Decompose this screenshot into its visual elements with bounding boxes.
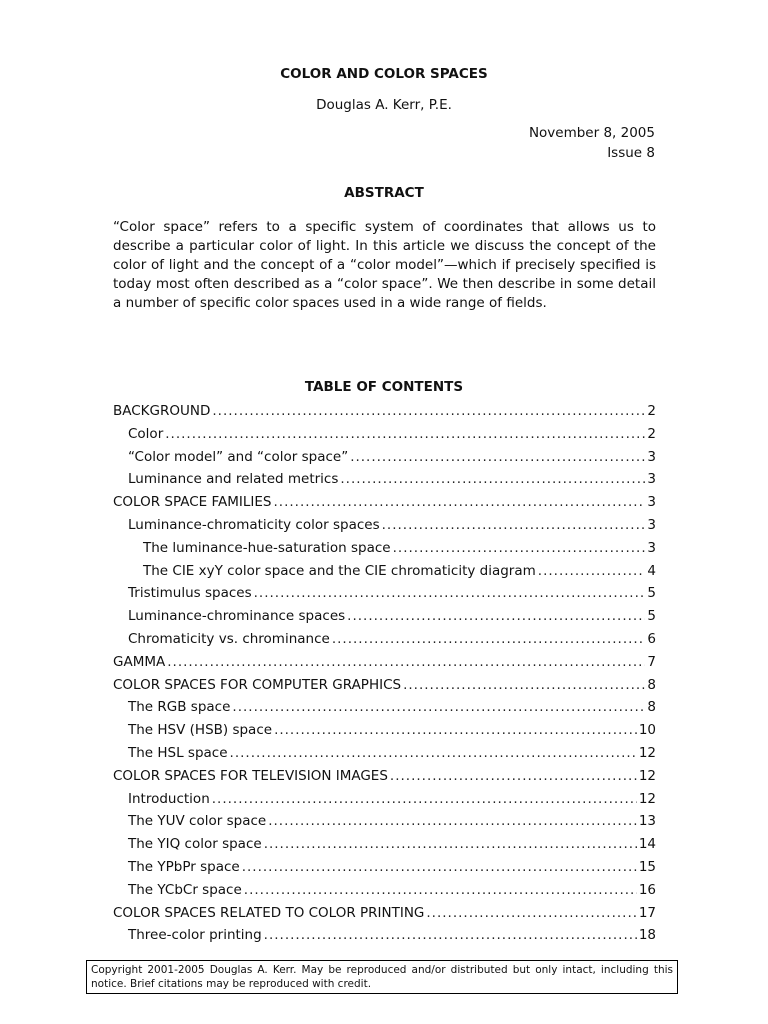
toc-entry-title: Luminance-chrominance spaces	[128, 608, 346, 625]
toc-entry-title: COLOR SPACES RELATED TO COLOR PRINTING	[113, 904, 425, 921]
toc-entry-page-number: 18	[638, 927, 656, 944]
toc-entry-page-number: 6	[647, 630, 656, 647]
toc-dot-leader	[167, 651, 645, 674]
toc-entry[interactable]	[113, 651, 656, 674]
document-title: COLOR AND COLOR SPACES	[280, 66, 488, 82]
toc-entry-title: COLOR SPACES FOR TELEVISION IMAGES	[113, 767, 388, 784]
toc-entry-page-number: 12	[638, 790, 656, 807]
toc-entry[interactable]	[113, 491, 656, 514]
document-issue: Issue 8	[607, 145, 655, 161]
toc-entry-title: The HSV (HSB) space	[128, 722, 273, 739]
toc-entry-title: The YIQ color space	[128, 836, 262, 853]
toc-entry-title: The YPbPr space	[128, 858, 240, 875]
toc-dot-leader	[242, 856, 637, 879]
toc-dot-leader	[254, 582, 646, 605]
toc-entry-title: Luminance-chromaticity color spaces	[128, 516, 380, 533]
toc-entry-page-number: 3	[647, 494, 656, 511]
toc-entry-page-number: 3	[647, 539, 656, 556]
toc-entry-page-number: 8	[647, 699, 656, 716]
toc-dot-leader	[230, 742, 637, 765]
toc-entry-page-number: 7	[647, 653, 656, 670]
toc-entry-page-number: 13	[638, 813, 656, 830]
toc-dot-leader	[538, 560, 646, 583]
toc-entry-page-number: 2	[647, 403, 656, 419]
toc-entry[interactable]	[113, 856, 656, 879]
toc-entry-title: “Color model” and “color space”	[128, 448, 349, 465]
toc-entry-page-number: 15	[638, 858, 656, 875]
toc-entry[interactable]	[113, 742, 656, 765]
toc-dot-leader	[274, 719, 637, 742]
toc-entry-page-number: 5	[647, 585, 656, 602]
toc-entry-title: COLOR SPACES FOR COMPUTER GRAPHICS	[113, 676, 402, 693]
toc-entry-title: Luminance and related metrics	[128, 471, 339, 488]
toc-entry-title: The luminance-hue-saturation space	[143, 539, 391, 556]
toc-entry-title: GAMMA	[113, 653, 166, 670]
toc-entry-page-number: 5	[647, 608, 656, 625]
toc-dot-leader	[340, 468, 645, 491]
toc-entry[interactable]	[113, 674, 656, 697]
toc-entry-title: Introduction	[128, 790, 210, 807]
toc-heading: TABLE OF CONTENTS	[304, 379, 464, 395]
toc-dot-leader	[244, 879, 637, 902]
toc-entry[interactable]	[113, 605, 656, 628]
toc-entry[interactable]	[113, 423, 656, 446]
table-of-contents	[113, 400, 656, 947]
toc-entry-title: COLOR SPACE FAMILIES	[113, 494, 272, 511]
toc-dot-leader	[426, 902, 636, 925]
toc-entry-page-number: 12	[638, 744, 656, 761]
toc-entry-title: The YCbCr space	[128, 881, 242, 898]
document-date: November 8, 2005	[528, 125, 655, 141]
toc-entry[interactable]	[113, 560, 656, 583]
toc-entry-page-number: 4	[647, 562, 656, 579]
toc-entry-title: Tristimulus spaces	[128, 585, 252, 602]
toc-entry-title: Color	[128, 425, 164, 442]
toc-entry-page-number: 8	[647, 676, 656, 693]
toc-entry[interactable]	[113, 696, 656, 719]
toc-dot-leader	[264, 924, 637, 947]
toc-entry[interactable]	[113, 537, 656, 560]
toc-dot-leader	[232, 696, 645, 719]
toc-entry-page-number: 14	[638, 836, 656, 853]
toc-entry-title: The CIE xyY color space and the CIE chromaticity diagram	[143, 562, 536, 579]
toc-dot-leader	[264, 833, 637, 856]
toc-entry-page-number: 3	[647, 471, 656, 488]
toc-dot-leader	[273, 491, 645, 514]
toc-entry[interactable]	[113, 628, 656, 651]
toc-entry-page-number: 3	[647, 448, 656, 465]
toc-entry[interactable]	[113, 902, 656, 925]
toc-dot-leader	[350, 446, 645, 469]
toc-dot-leader	[393, 537, 646, 560]
toc-dot-leader	[212, 788, 637, 811]
toc-entry[interactable]	[113, 719, 656, 742]
toc-entry[interactable]	[113, 582, 656, 605]
toc-entry-title: BACKGROUND	[113, 403, 211, 419]
toc-entry-title: The HSL space	[128, 744, 228, 761]
toc-entry[interactable]	[113, 788, 656, 811]
toc-entry[interactable]	[113, 924, 656, 947]
toc-entry-page-number: 3	[647, 516, 656, 533]
toc-entry-title: Three-color printing	[128, 927, 262, 944]
toc-entry[interactable]	[113, 879, 656, 902]
abstract-body: “Color space” refers to a specific system of coordinates that allows us to describe a particular color of light. In this article we discuss the concept of the color of light and the concept of a “color model”—which if precisely specified is today most often described as a “color space”. We then describe in some detail a number of specific color spaces used in a wide range of fields.	[113, 219, 656, 311]
toc-dot-leader	[390, 765, 637, 788]
toc-entry[interactable]	[113, 514, 656, 537]
toc-dot-leader	[403, 674, 645, 697]
toc-entry-page-number: 2	[647, 425, 656, 442]
toc-dot-leader	[268, 810, 637, 833]
document-author: Douglas A. Kerr, P.E.	[316, 97, 452, 113]
toc-entry[interactable]	[113, 400, 656, 423]
copyright-notice: Copyright 2001-2005 Douglas A. Kerr. May be reproduced and/or distributed but only intact, including this notice. Brief citations may be reproduced with credit.	[86, 960, 678, 994]
document-date-block	[529, 123, 655, 163]
toc-dot-leader	[382, 514, 646, 537]
toc-entry-page-number: 12	[638, 767, 656, 784]
toc-entry-page-number: 16	[638, 881, 656, 898]
toc-entry-page-number: 17	[638, 904, 656, 921]
toc-entry[interactable]	[113, 765, 656, 788]
abstract-heading: ABSTRACT	[344, 185, 424, 201]
toc-dot-leader	[332, 628, 646, 651]
toc-entry[interactable]	[113, 810, 656, 833]
toc-entry-page-number: 10	[638, 722, 656, 739]
toc-dot-leader	[212, 400, 645, 423]
toc-entry-title: The RGB space	[128, 699, 231, 716]
toc-entry-title: Chromaticity vs. chrominance	[128, 630, 330, 647]
toc-entry[interactable]	[113, 468, 656, 491]
toc-entry-title: The YUV color space	[128, 813, 267, 830]
toc-entry[interactable]	[113, 446, 656, 469]
toc-dot-leader	[165, 423, 645, 446]
toc-entry[interactable]	[113, 833, 656, 856]
toc-dot-leader	[347, 605, 645, 628]
